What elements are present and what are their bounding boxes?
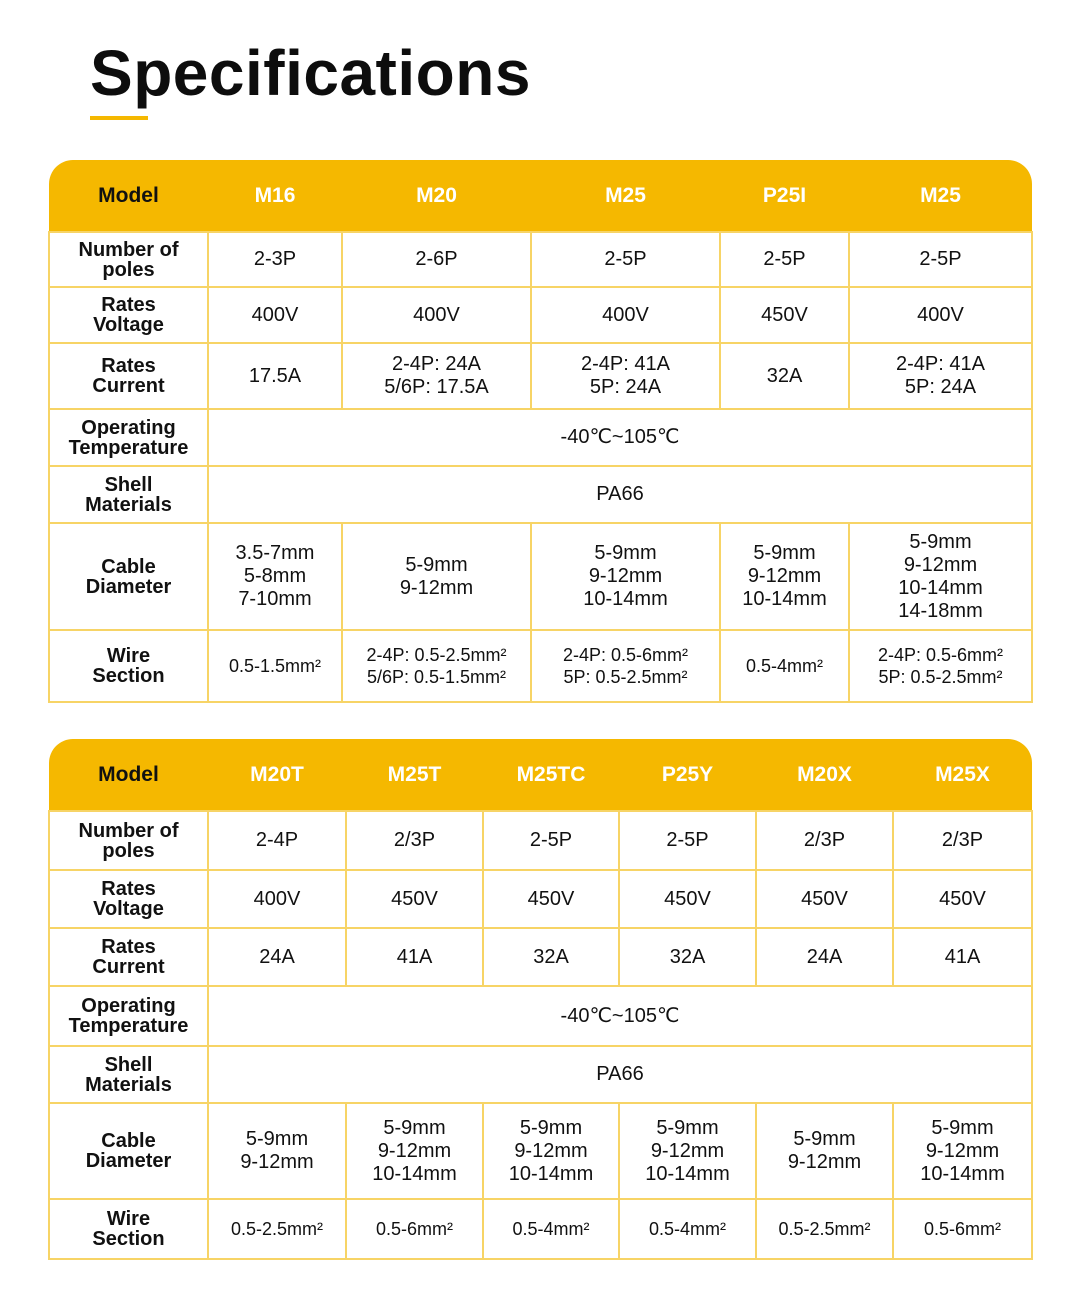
model-column-header: M25X (893, 739, 1032, 811)
row-label-line: Wire (106, 1208, 151, 1230)
row-label-line: Shell (104, 473, 153, 496)
table-cell: 32A (483, 928, 619, 986)
table-cell: 2-6P (342, 232, 531, 287)
cell-line: 5-9mm (931, 1116, 994, 1139)
table-cell: 450V (720, 287, 849, 343)
row-label-line: Shell (104, 1053, 153, 1076)
row-label (49, 811, 208, 870)
model-column-header: M25TC (483, 739, 619, 811)
cell-line: 9-12mm (588, 565, 663, 587)
row-label (49, 466, 208, 523)
cell-line: 9-12mm (377, 1139, 452, 1162)
cell-line: 5-9mm (383, 1116, 446, 1139)
row-label-line: Temperature (68, 436, 189, 459)
table-cell (346, 1103, 483, 1199)
row-label (49, 1103, 208, 1199)
cell-line: 2-4P: 0.5-6mm² (877, 645, 1004, 665)
cell-line: 3.5-7mm (235, 542, 315, 564)
table-row-poles (49, 811, 1032, 870)
table-cell: 2-4P (208, 811, 346, 870)
cell-line: 10-14mm (583, 588, 668, 610)
table-row-temperature (49, 409, 1032, 466)
table-row-current (49, 343, 1032, 409)
table-cell: 400V (531, 287, 720, 343)
row-label-line: Voltage (93, 314, 164, 336)
row-label (49, 928, 208, 986)
row-label-line: Materials (85, 1073, 172, 1096)
row-label-line: Temperature (68, 1015, 189, 1037)
table-cell: 2-5P (531, 232, 720, 287)
cell-line: 5-9mm (594, 542, 657, 564)
row-label-line: Rates (101, 294, 156, 316)
table-cell (720, 630, 849, 702)
row-label-line: Materials (85, 493, 172, 516)
cell-line: 0.5-1.5mm² (228, 656, 322, 676)
model-header: Model (49, 739, 208, 811)
cell-line: 5/6P: 17.5A (384, 376, 489, 398)
cell-line: 17.5A (248, 364, 302, 387)
cell-line: 5-9mm (909, 530, 972, 553)
table-cell: 450V (483, 870, 619, 928)
row-label-line: Rates (101, 355, 156, 377)
cell-line: 2-4P: 41A (896, 353, 985, 375)
model-column-header: M25T (346, 739, 483, 811)
cell-line: 2-4P: 0.5-6mm² (562, 645, 689, 665)
table-cell (208, 630, 342, 702)
row-label-line: Cable (101, 1130, 156, 1152)
table-cell: 24A (208, 928, 346, 986)
table-cell: 41A (893, 928, 1032, 986)
table-cell (208, 343, 342, 409)
table-cell (483, 1103, 619, 1199)
table-cell (849, 630, 1032, 702)
table-cell (720, 343, 849, 409)
table-cell: 450V (756, 870, 893, 928)
table-cell (531, 630, 720, 702)
table-cell: 32A (619, 928, 756, 986)
cell-line: 9-12mm (240, 1151, 314, 1173)
row-label (49, 986, 208, 1046)
model-column-header: M25 (531, 160, 720, 232)
table-header-row (49, 160, 1032, 232)
cell-line: 10-14mm (742, 588, 827, 610)
table-cell: 450V (893, 870, 1032, 928)
cell-line: 5/6P: 0.5-1.5mm² (366, 667, 507, 687)
table-row-cable (49, 1103, 1032, 1199)
table-row-wire (49, 1199, 1032, 1259)
model-column-header: M20T (208, 739, 346, 811)
table-row-voltage (49, 287, 1032, 343)
cell-line: 7-10mm (238, 588, 312, 610)
cell-line: 10-14mm (372, 1162, 457, 1185)
row-label (49, 409, 208, 466)
row-label-line: poles (102, 839, 155, 862)
table-cell (342, 343, 531, 409)
row-label-line: Operating (81, 995, 176, 1017)
row-label (49, 343, 208, 409)
row-label-line: Cable (101, 555, 156, 578)
cell-line: 9-12mm (903, 553, 978, 576)
cell-line: 5-9mm (793, 1128, 856, 1150)
spec-table-1 (48, 160, 1033, 703)
cell-line: 2-4P: 0.5-2.5mm² (366, 645, 507, 665)
row-label (49, 1046, 208, 1103)
row-label-line: Number of (78, 238, 179, 261)
table-cell: 0.5-2.5mm² (208, 1199, 346, 1259)
row-label-line: Rates (101, 936, 156, 958)
row-label (49, 523, 208, 630)
table-cell: 2/3P (756, 811, 893, 870)
table-cell (756, 1103, 893, 1199)
row-label-line: Section (92, 1228, 165, 1250)
row-label-line: Wire (106, 645, 151, 667)
model-column-header: M16 (208, 160, 342, 232)
table-cell: 0.5-4mm² (619, 1199, 756, 1259)
model-column-header: P25Y (619, 739, 756, 811)
cell-line: 9-12mm (399, 576, 474, 599)
cell-line: 5P: 24A (589, 376, 662, 398)
table-row-poles (49, 232, 1032, 287)
row-label (49, 287, 208, 343)
table-cell (893, 1103, 1032, 1199)
table-cell (720, 523, 849, 630)
table-cell: 0.5-6mm² (893, 1199, 1032, 1259)
model-column-header: P25I (720, 160, 849, 232)
cell-line: 9-12mm (787, 1151, 862, 1173)
row-label (49, 232, 208, 287)
cell-line: 5P: 0.5-2.5mm² (563, 667, 688, 687)
table-cell-merged: -40℃~105℃ (208, 986, 1032, 1046)
row-label-line: poles (102, 258, 155, 281)
cell-line: 2-4P: 24A (392, 353, 481, 375)
table-cell: 2-5P (619, 811, 756, 870)
table-row-temperature (49, 986, 1032, 1046)
model-header: Model (49, 160, 208, 232)
row-label-line: Operating (81, 416, 176, 439)
model-column-header: M20X (756, 739, 893, 811)
row-label-line: Number of (78, 819, 179, 842)
table-cell: 24A (756, 928, 893, 986)
table-cell: 2/3P (893, 811, 1032, 870)
table-cell: 0.5-6mm² (346, 1199, 483, 1259)
cell-line: 2-4P: 41A (581, 353, 670, 375)
table-cell: 2/3P (346, 811, 483, 870)
cell-line: 0.5-4mm² (745, 656, 823, 676)
cell-line: 5P: 0.5-2.5mm² (878, 667, 1003, 687)
page-title: Specifications (90, 37, 531, 109)
cell-line: 9-12mm (747, 565, 822, 587)
table-cell: 2-5P (483, 811, 619, 870)
table-cell: 0.5-2.5mm² (756, 1199, 893, 1259)
table-row-wire (49, 630, 1032, 702)
table-cell: 0.5-4mm² (483, 1199, 619, 1259)
table-cell (208, 523, 342, 630)
table-cell (849, 343, 1032, 409)
table-cell (849, 523, 1032, 630)
row-label-line: Section (92, 665, 165, 687)
model-column-header: M20 (342, 160, 531, 232)
table-cell: 2-5P (720, 232, 849, 287)
cell-line: 9-12mm (650, 1139, 725, 1162)
table-cell: 400V (208, 287, 342, 343)
cell-line: 14-18mm (898, 599, 983, 622)
cell-line: 5-9mm (245, 1128, 309, 1150)
table-header-row (49, 739, 1032, 811)
cell-line: 32A (766, 364, 803, 387)
table-cell: 450V (346, 870, 483, 928)
table-cell: 450V (619, 870, 756, 928)
cell-line: 9-12mm (925, 1139, 1000, 1162)
row-label (49, 630, 208, 702)
table-row-shell (49, 1046, 1032, 1103)
table-cell (531, 523, 720, 630)
table-cell: 400V (342, 287, 531, 343)
row-label-line: Rates (101, 878, 156, 900)
table-cell: 41A (346, 928, 483, 986)
cell-line: 10-14mm (645, 1162, 730, 1185)
table-cell (531, 343, 720, 409)
table-row-voltage (49, 870, 1032, 928)
cell-line: 5-8mm (243, 565, 307, 587)
row-label-line: Current (92, 956, 165, 978)
row-label-line: Diameter (85, 575, 172, 598)
table-cell (342, 523, 531, 630)
table-cell: 2-5P (849, 232, 1032, 287)
cell-line: 5-9mm (519, 1116, 583, 1139)
table-row-cable (49, 523, 1032, 630)
table-cell: 400V (849, 287, 1032, 343)
table-cell (208, 1103, 346, 1199)
cell-line: 10-14mm (920, 1162, 1005, 1185)
model-column-header: M25 (849, 160, 1032, 232)
table-cell: 2-3P (208, 232, 342, 287)
table-cell (619, 1103, 756, 1199)
cell-line: 5P: 24A (904, 376, 977, 398)
row-label (49, 870, 208, 928)
table-cell-merged: PA66 (208, 1046, 1032, 1103)
spec-table-2 (48, 739, 1033, 1260)
cell-line: 10-14mm (898, 576, 983, 599)
table-row-shell (49, 466, 1032, 523)
table-cell-merged: -40℃~105℃ (208, 409, 1032, 466)
row-label-line: Diameter (85, 1150, 172, 1172)
cell-line: 5-9mm (753, 542, 816, 564)
cell-line: 10-14mm (508, 1162, 594, 1185)
table-cell-merged: PA66 (208, 466, 1032, 523)
cell-line: 5-9mm (656, 1116, 719, 1139)
table-row-current (49, 928, 1032, 986)
row-label-line: Current (92, 375, 165, 397)
row-label-line: Voltage (93, 898, 164, 920)
cell-line: 9-12mm (514, 1139, 588, 1162)
row-label (49, 1199, 208, 1259)
table-cell: 400V (208, 870, 346, 928)
title-underline (90, 116, 148, 120)
cell-line: 5-9mm (405, 553, 468, 576)
table-cell (342, 630, 531, 702)
